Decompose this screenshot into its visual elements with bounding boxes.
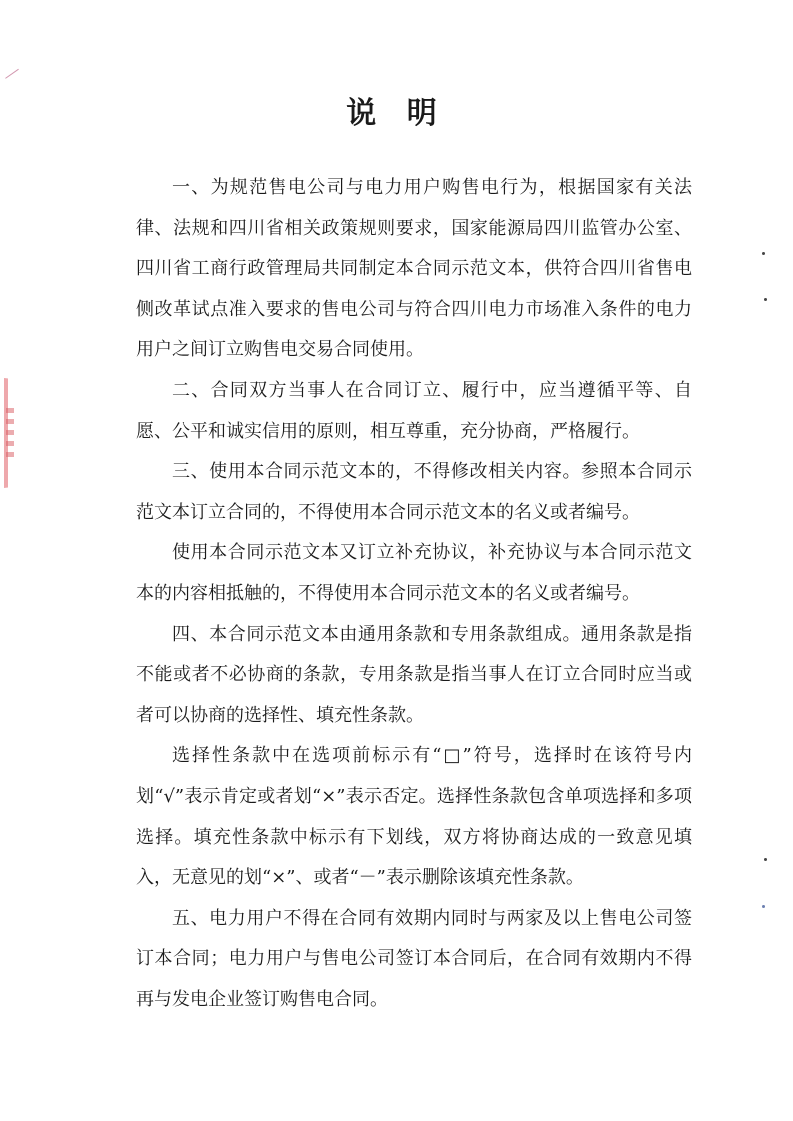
paragraph-6: 选择性条款中在选项前标示有“□”符号，选择时在该符号内划“√”表示肯定或者划“×”表示否定。选择性条款包含单项选择和多项选择。填充性条款中标示有下划线，双方将协商达成的一致意见填入，无意见的划“×”、或者“－”表示删除该填充性条款。 — [136, 745, 692, 889]
scan-dot — [764, 298, 767, 301]
paragraph-1: 一、为规范售电公司与电力用户购售电行为，根据国家有关法律、法规和四川省相关政策规则要求，国家能源局四川监管办公室、四川省工商行政管理局共同制定本合同示范文本，供符合四川省售电侧改革试点准入要求的售电公司与符合四川电力市场准入条件的电力用户之间订立购售电交易合同使用。 — [136, 177, 692, 361]
scan-dot — [764, 858, 767, 861]
paragraph-5: 四、本合同示范文本由通用条款和专用条款组成。通用条款是指不能或者不必协商的条款，专用条款是指当事人在订立合同时应当或者可以协商的选择性、填充性条款。 — [136, 623, 692, 726]
page-title: 说 明 — [346, 96, 447, 131]
paragraph-3: 三、使用本合同示范文本的，不得修改相关内容。参照本合同示范文本订立合同的，不得使用本合同示范文本的名义或者编号。 — [136, 461, 692, 523]
scan-dot — [762, 905, 765, 908]
scan-dot — [762, 252, 765, 255]
paragraph-2: 二、合同双方当事人在合同订立、履行中，应当遵循平等、自愿、公平和诚实信用的原则，相互尊重，充分协商，严格履行。 — [136, 379, 692, 442]
seal-stamp-edge — [4, 378, 22, 488]
scan-mark — [5, 69, 27, 90]
document-body — [136, 168, 692, 1020]
paragraph-4: 使用本合同示范文本又订立补充协议，补充协议与本合同示范文本的内容相抵触的，不得使用本合同示范文本的名义或者编号。 — [136, 542, 692, 604]
paragraph-7: 五、电力用户不得在合同有效期内同时与两家及以上售电公司签订本合同；电力用户与售电公司签订本合同后，在合同有效期内不得再与发电企业签订购售电合同。 — [136, 907, 692, 1010]
